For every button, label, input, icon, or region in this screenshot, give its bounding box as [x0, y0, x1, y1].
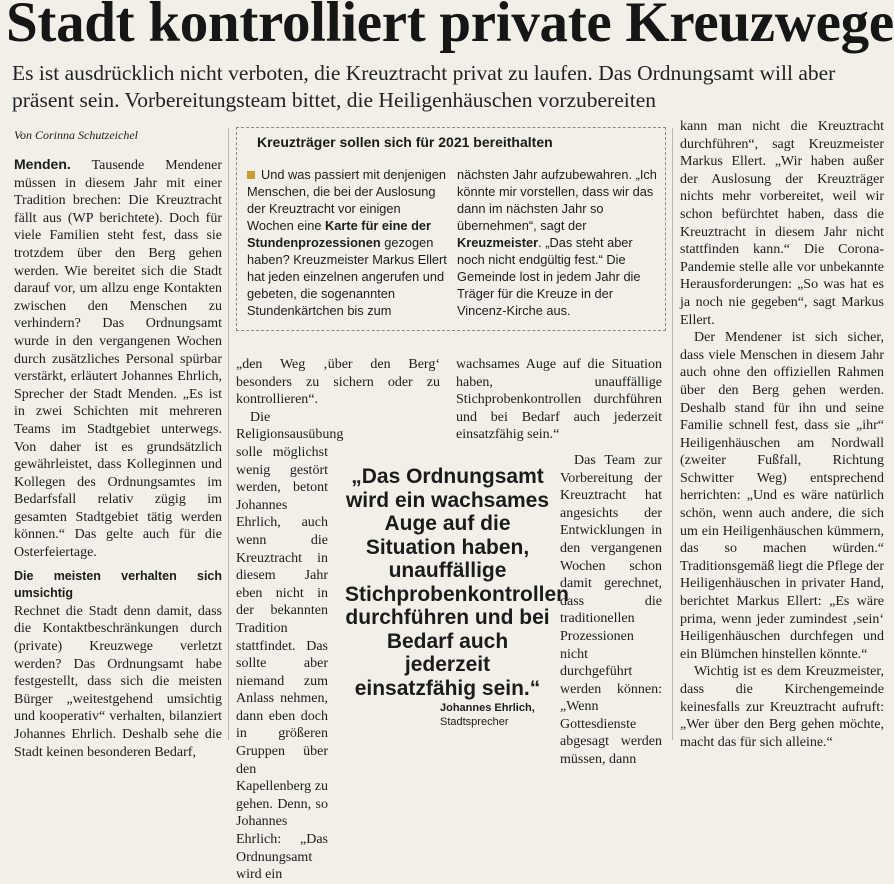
col1-paragraph-1: Menden. Tausende Mendener müssen in diesem Jahr mit einer Tradition brechen: Die Kreuztracht fällt aus (WP berichtete). Doch für viele Familien steht fest, dass sie trotzdem über den Berg gehen werden. Wie bereitet sich die Stadt darauf vor, um allzu enge Kontakten zwischen den Menschen zu verhindern? Das Ordnungsamt wurde in den vergangenen Wochen durch zusätzliches Personal spürbar verstärkt, erläutert Johannes Ehrlich, Sprecher der Stadt Menden. „Es ist in zwei Schichten mit mehreren Teams im Stadtgebiet unterwegs. Von daher ist es grundsätzlich gewährleistet, dass Kolleginnen und Kollegen des Ordnungsamtes im Bedarfsfall relativ zügig im gesamten Stadtgebiet tätig werden können.“ Das gelte auch für die Osterfeiertage. — [14, 156, 223, 561]
col4-paragraph-2: Der Mendener ist sich sicher, dass viele Menschen in diesem Jahr auch ohne den offiziellen Rahmen über den Berg gehen werden. Deshalb stand für ihn und seine Familie schnell fest, dass sie „ihr“ Heiligenhäuschen am Nordwall (zweiter Fußfall, Richtung Schwitter Weg) entsprechend herrichten: „Und es wäre natürlich schön, wenn auch andere, die sich um ein Heiligenhäuschen kümmern, das so machen würden.“ Traditionsgemäß liegt die Pflege der Heiligenhäuschen in privater Hand, berichtet Markus Ellert: „Es wäre prima, wenn jeder zumindest ‚sein‘ Heiligenhäuschen durchfegen und ein Blümchen hinstellen könnte.“ — [680, 330, 884, 662]
dateline: Menden. — [14, 156, 71, 172]
deck: Es ist ausdrücklich nicht verboten, die Kreuztracht privat zu laufen. Das Ordnungsamt will aber präsent sein. Vorbereitungsteam bittet, die Heiligenhäuschen vorzubereiten — [12, 61, 836, 112]
col3-paragraph-2: Das Team zur Vorbereitung der Kreuztracht hat angesichts der Entwicklungen in den vergangenen Wochen schon damit gerechnet, dass die traditionellen Prozessionen nicht durchgeführt werden können: „Wenn Gottesdienste abgesagt werden müssen, dann — [560, 452, 662, 768]
col1-paragraph-2: Rechnet die Stadt denn damit, dass die Kontaktbeschränkungen durch (private) Kreuzwege verletzt werden? Das Ordnungsamt habe festgestellt, dass sich die meisten Bürger „weitestgehend umsichtig und kooperativ“ verhalten, bilanziert Johannes Ehrlich. Deshalb sehe die Stadt keinen besonderen Bedarf, — [14, 603, 222, 760]
column-1 — [14, 156, 223, 760]
subhead: Die meisten verhalten sich umsichtig — [14, 568, 222, 601]
info-box-left-column: Und was passiert mit denjenigen Menschen, die bei der Auslosung der Kreuztracht vor einigen Wochen eine Karte für eine der Stundenprozessionen gezogen haben? Kreuzmeister Markus Ellert hat jeden einzelnen angerufen und gebeten, die sogenannten Stundenkärtchen bis zum — [247, 167, 447, 318]
pull-quote-name: Johannes Ehrlich, — [440, 702, 535, 714]
column-rule — [672, 128, 673, 740]
headline: Stadt kontrolliert private Kreuzwege — [6, 0, 894, 54]
col2-paragraph-1: „den Weg ‚über den Berg‘ besonders zu sichern oder zu kontrollieren“. — [236, 357, 440, 408]
info-box-bold-phrase: Karte für eine der Stundenprozessionen — [247, 218, 431, 250]
pull-quote: „Das Ordnungsamt wird ein wachsames Auge auf die Situation haben, unauffällige Stichprobenkontrollen durchführen und bei Bedarf auch jederzeit einsatzfähig sein.“ — [345, 465, 570, 700]
col4-paragraph-3: Wichtig ist es dem Kreuzmeister, dass die Kirchengemeinde keinesfalls zur Kreuztracht aufruft: „Wer über den Berg gehen möchte, macht das für sich alleine.“ — [680, 664, 884, 750]
column-4 — [680, 118, 884, 750]
bullet-square-icon — [247, 171, 255, 179]
info-box-right-column: nächsten Jahr aufzubewahren. „Ich könnte mir vorstellen, dass wir das dann im nächsten Jahr so übernehmen“, sagt der Kreuzmeister. „Das steht aber noch nicht endgültig fest.“ Die Gemeinde lost in jedem Jahr die Träger für die Kreuze in der Vincenz-Kirche aus. — [457, 167, 657, 318]
col4-paragraph-1: kann man nicht die Kreuztracht durchführen“, sagt Kreuzmeister Markus Ellert. „Wir haben außer der Auslosung der Kreuzträger nichts mehr vorbereitet, weil wir schon befürchtet haben, dass die Kreuztracht in diesem Jahr nicht stattfinden kann.“ Die Corona-Pandemie stelle alle vor unbekannte Herausforderungen: „So was hat es ja noch nie gegeben“, sagt Markus Ellert. — [680, 119, 884, 328]
col3-paragraph-1: wachsames Auge auf die Situation haben, unauffällige Stichprobenkontrollen durchführen und bei Bedarf auch jederzeit einsatzfähig sein.“ — [456, 357, 662, 443]
info-box-bold-word: Kreuzmeister — [457, 235, 539, 250]
column-rule — [228, 128, 229, 740]
pull-quote-role: Stadtsprecher — [440, 716, 509, 728]
info-box — [236, 127, 666, 331]
col2-paragraph-2: Die Religionsausübung solle möglichst wenig gestört werden, betont Johannes Ehrlich, auch wenn die Kreuztracht in diesem Jahr eben nicht in der bekannten Tradition stattfindet. Das sollte aber niemand zum Anlass nehmen, dann eben doch in größeren Gruppen über den Kapellenberg zu gehen. Denn, so Johannes Ehrlich: „Das Ordnungsamt wird ein — [236, 409, 344, 883]
info-box-title: Kreuzträger sollen sich für 2021 bereithalten — [257, 134, 553, 150]
byline: Von Corinna Schutzeichel — [14, 128, 138, 142]
